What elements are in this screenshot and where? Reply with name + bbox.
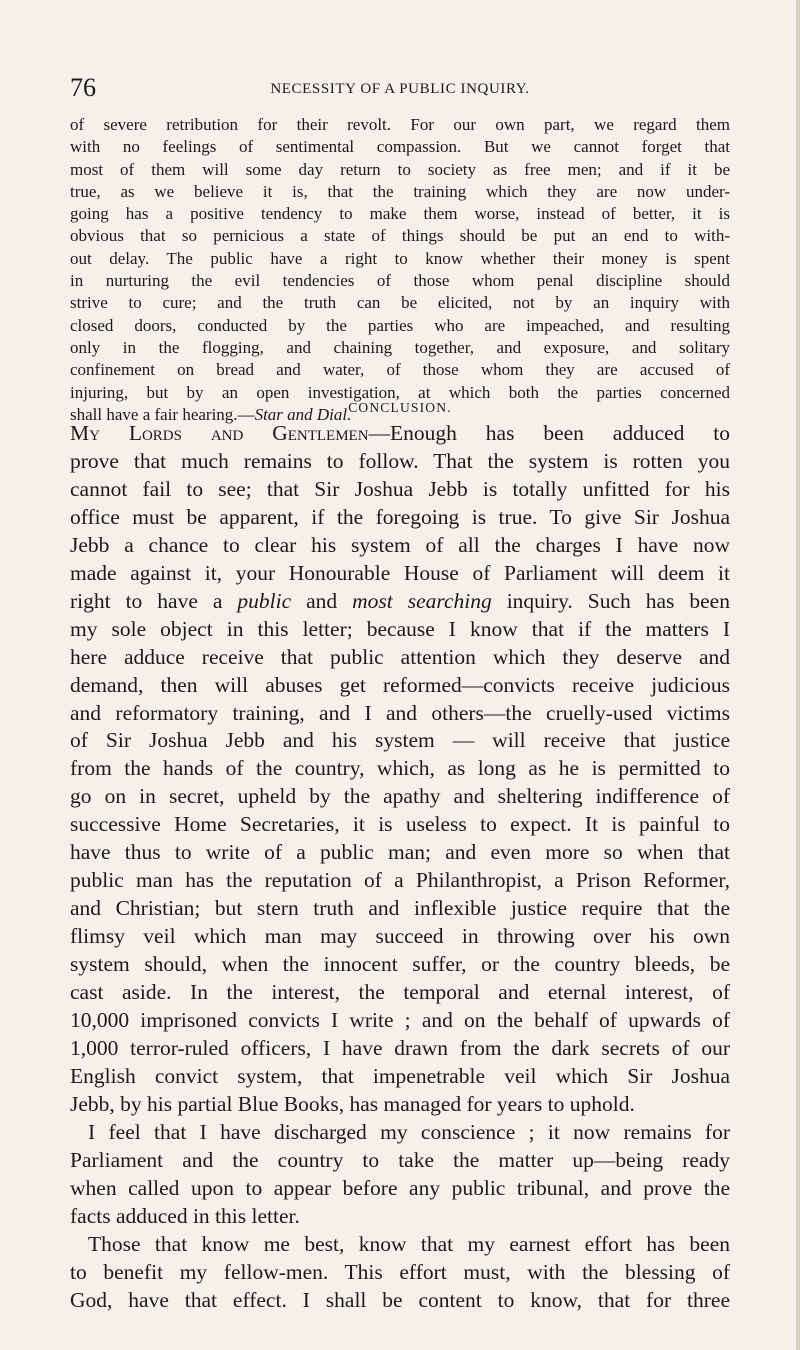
- body-line: 10,000 imprisoned convicts I write ; and on the behalf of upwards of: [70, 1008, 730, 1033]
- running-title: NECESSITY OF A PUBLIC INQUIRY.: [270, 81, 530, 97]
- emphasis-public: public: [237, 588, 292, 613]
- quote-line: closed doors, conducted by the parties who are impeached, and resulting: [70, 315, 730, 335]
- quote-line: injuring, but by an open investigation, at which both the parties concerned: [70, 382, 730, 402]
- body-line: public man has the reputation of a Philanthropist, a Prison Reformer,: [70, 868, 730, 893]
- body-line: facts adduced in this letter.: [70, 1203, 300, 1228]
- newspaper-quotation: [70, 114, 730, 426]
- salutation: My Lords and Gentlemen: [70, 421, 369, 445]
- body-text: right to have a: [70, 588, 238, 613]
- body-line: successive Home Secretaries, it is useless to expect. It is painful to: [70, 812, 730, 837]
- body-line: demand, then will abuses get reformed—convicts receive judicious: [70, 672, 730, 697]
- body-line: Parliament and the country to take the matter up—being ready: [70, 1147, 730, 1172]
- body-line: English convict system, that impenetrable veil which Sir Joshua: [70, 1063, 730, 1088]
- body-line: from the hands of the country, which, as long as he is permitted to: [70, 756, 730, 781]
- quote-line: most of them will some day return to society as free men; and if it be: [70, 159, 730, 179]
- section-heading: CONCLUSION.: [348, 400, 452, 415]
- quote-line: in nurturing the evil tendencies of those whom penal discipline should: [70, 271, 730, 291]
- page-number: 76: [70, 73, 96, 102]
- quote-line: confinement on bread and water, of those whom they are accused of: [70, 360, 730, 380]
- quote-line: shall have a fair hearing.—: [70, 404, 255, 424]
- body-line: [70, 420, 730, 448]
- body-line: when called upon to appear before any public tribunal, and prove the: [70, 1175, 730, 1200]
- body-line: go on in secret, upheld by the apathy and sheltering indifference of: [70, 784, 730, 809]
- quote-line: going has a positive tendency to make them worse, instead of better, it is: [70, 204, 730, 224]
- conclusion-body: [70, 420, 730, 1315]
- quote-line: strive to cure; and the truth can be elicited, not by an inquiry with: [70, 293, 730, 313]
- page-edge: [796, 0, 800, 1350]
- body-line: have thus to write of a public man; and even more so when that: [70, 840, 730, 865]
- body-line: cannot fail to see; that Sir Joshua Jebb is totally unfitted for his: [70, 476, 730, 501]
- body-line: [70, 588, 730, 616]
- body-line: my sole object in this letter; because I know that if the matters I: [70, 616, 730, 641]
- body-line: 1,000 terror-ruled officers, I have drawn from the dark secrets of our: [70, 1035, 730, 1060]
- body-line: here adduce receive that public attention which they deserve and: [70, 644, 730, 669]
- body-line: and reformatory training, and I and others—the cruelly-used victims: [70, 700, 730, 725]
- quote-line: out delay. The public have a right to know whether their money is spent: [70, 248, 730, 268]
- quote-line: with no feelings of sentimental compassion. But we cannot forget that: [70, 137, 730, 157]
- body-line: office must be apparent, if the foregoing is true. To give Sir Joshua: [70, 504, 730, 529]
- body-line: and Christian; but stern truth and inflexible justice require that the: [70, 896, 730, 921]
- body-line: Jebb, by his partial Blue Books, has managed for years to uphold.: [70, 1091, 635, 1116]
- body-line: of Sir Joshua Jebb and his system — will receive that justice: [70, 728, 730, 753]
- quote-line: true, as we believe it is, that the training which they are now under-: [70, 181, 730, 201]
- body-line: made against it, your Honourable House of Parliament will deem it: [70, 560, 730, 585]
- body-text: inquiry. Such has been: [491, 588, 730, 613]
- body-line: prove that much remains to follow. That the system is rotten you: [70, 448, 730, 473]
- body-line: God, have that effect. I shall be content to know, that for three: [70, 1287, 730, 1312]
- body-line: flimsy veil which man may succeed in throwing over his own: [70, 924, 730, 949]
- running-head: [70, 73, 730, 102]
- body-line: I feel that I have discharged my conscience ; it now remains for: [88, 1119, 730, 1144]
- emphasis-most-searching: most searching: [352, 588, 492, 613]
- body-line: to benefit my fellow-men. This effort must, with the blessing of: [70, 1259, 730, 1284]
- quote-line: of severe retribution for their revolt. For our own part, we regard them: [70, 115, 730, 134]
- body-line: system should, when the innocent suffer, or the country bleeds, be: [70, 952, 730, 977]
- quote-line: only in the flogging, and chaining together, and exposure, and solitary: [70, 337, 730, 357]
- quote-line: obvious that so pernicious a state of things should be put an end to with-: [70, 226, 730, 246]
- body-line: cast aside. In the interest, the temporal and eternal interest, of: [70, 980, 730, 1005]
- body-line: Those that know me best, know that my earnest effort has been: [88, 1231, 730, 1256]
- quote-source: Star and Dial.: [254, 404, 352, 424]
- body-text: —Enough has been adduced to: [368, 421, 730, 445]
- body-line: Jebb a chance to clear his system of all the charges I have now: [70, 532, 730, 557]
- body-text: and: [291, 588, 353, 613]
